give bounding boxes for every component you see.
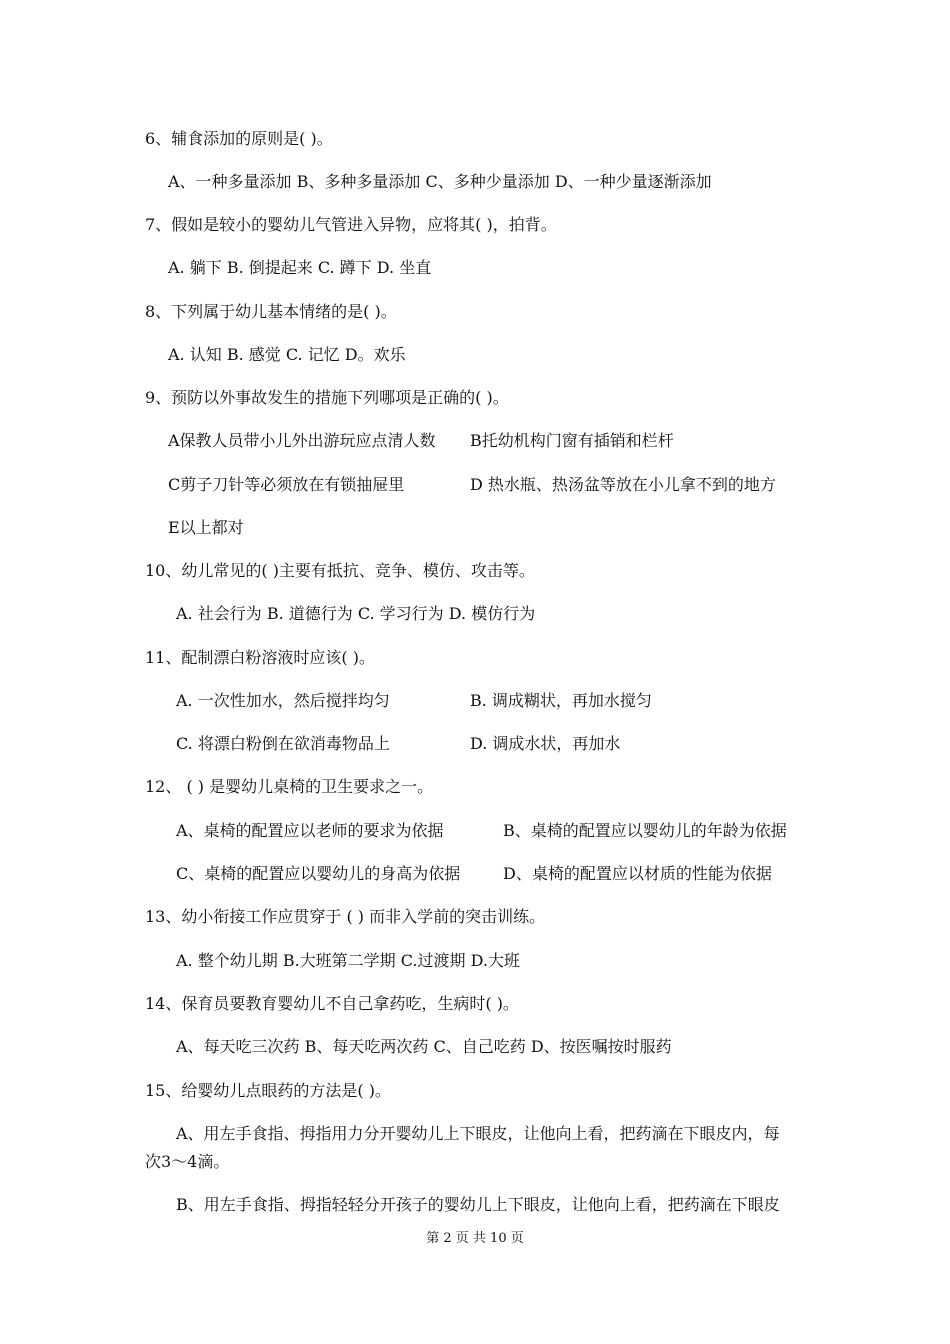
question-8: 8、下列属于幼儿基本情绪的是( )。 (145, 302, 397, 321)
question-7-options: A. 躺下 B. 倒提起来 C. 蹲下 D. 坐直 (168, 258, 432, 277)
question-8-options: A. 认知 B. 感觉 C. 记忆 D。欢乐 (168, 345, 406, 364)
question-11-option-b: B. 调成糊状，再加水搅匀 (470, 691, 652, 710)
question-9-option-c: C剪子刀针等必须放在有锁抽屉里 (168, 475, 405, 494)
question-11: 11、配制漂白粉溶液时应该( )。 (145, 648, 375, 667)
question-11-option-d: D. 调成水状，再加水 (470, 734, 621, 753)
question-10: 10、幼儿常见的( )主要有抵抗、竞争、模仿、攻击等。 (145, 561, 535, 580)
question-11-option-a: A. 一次性加水，然后搅拌均匀 (176, 691, 390, 710)
question-15-option-a-cont: 次3～4滴。 (145, 1152, 230, 1171)
question-10-options: A. 社会行为 B. 道德行为 C. 学习行为 D. 模仿行为 (176, 604, 536, 623)
question-14-options: A、每天吃三次药 B、每天吃两次药 C、自己吃药 D、按医嘱按时服药 (176, 1037, 672, 1056)
question-12-option-d: D、桌椅的配置应以材质的性能为依据 (503, 864, 772, 883)
question-9: 9、预防以外事故发生的措施下列哪项是正确的( )。 (145, 388, 509, 407)
question-12-option-a: A、桌椅的配置应以老师的要求为依据 (176, 821, 444, 840)
question-13: 13、幼小衔接工作应贯穿于 ( ) 而非入学前的突击训练。 (145, 907, 546, 926)
question-11-option-c: C. 将漂白粉倒在欲消毒物品上 (176, 734, 390, 753)
question-6: 6、辅食添加的原则是( )。 (145, 129, 333, 148)
question-12: 12、 ( ) 是婴幼儿桌椅的卫生要求之一。 (145, 777, 434, 796)
question-7: 7、假如是较小的婴幼儿气管进入异物，应将其( )，拍背。 (145, 215, 557, 234)
question-9-option-d: D 热水瓶、热汤盆等放在小儿拿不到的地方 (470, 475, 776, 494)
question-14: 14、保育员要教育婴幼儿不自己拿药吃，生病时( )。 (145, 994, 519, 1013)
question-12-option-c: C、桌椅的配置应以婴幼儿的身高为依据 (176, 864, 461, 883)
question-9-option-e: E以上都对 (168, 518, 244, 537)
question-9-option-a: A保教人员带小儿外出游玩应点清人数 (168, 431, 436, 450)
question-12-option-b: B、桌椅的配置应以婴幼儿的年龄为依据 (503, 821, 787, 840)
question-15: 15、给婴幼儿点眼药的方法是( )。 (145, 1081, 391, 1100)
question-13-options: A. 整个幼儿期 B.大班第二学期 C.过渡期 D.大班 (176, 951, 520, 970)
question-15-option-a: A、用左手食指、拇指用力分开婴幼儿上下眼皮，让他向上看，把药滴在下眼皮内，每 (176, 1124, 780, 1143)
question-15-option-b: B、用左手食指、拇指轻轻分开孩子的婴幼儿上下眼皮，让他向上看，把药滴在下眼皮 (176, 1195, 780, 1214)
question-6-options: A、一种多量添加 B、多种多量添加 C、多种少量添加 D、一种少量逐渐添加 (168, 172, 712, 191)
question-9-option-b: B托幼机构门窗有插销和栏杆 (470, 431, 674, 450)
page-number: 第 2 页 共 10 页 (426, 1231, 524, 1246)
